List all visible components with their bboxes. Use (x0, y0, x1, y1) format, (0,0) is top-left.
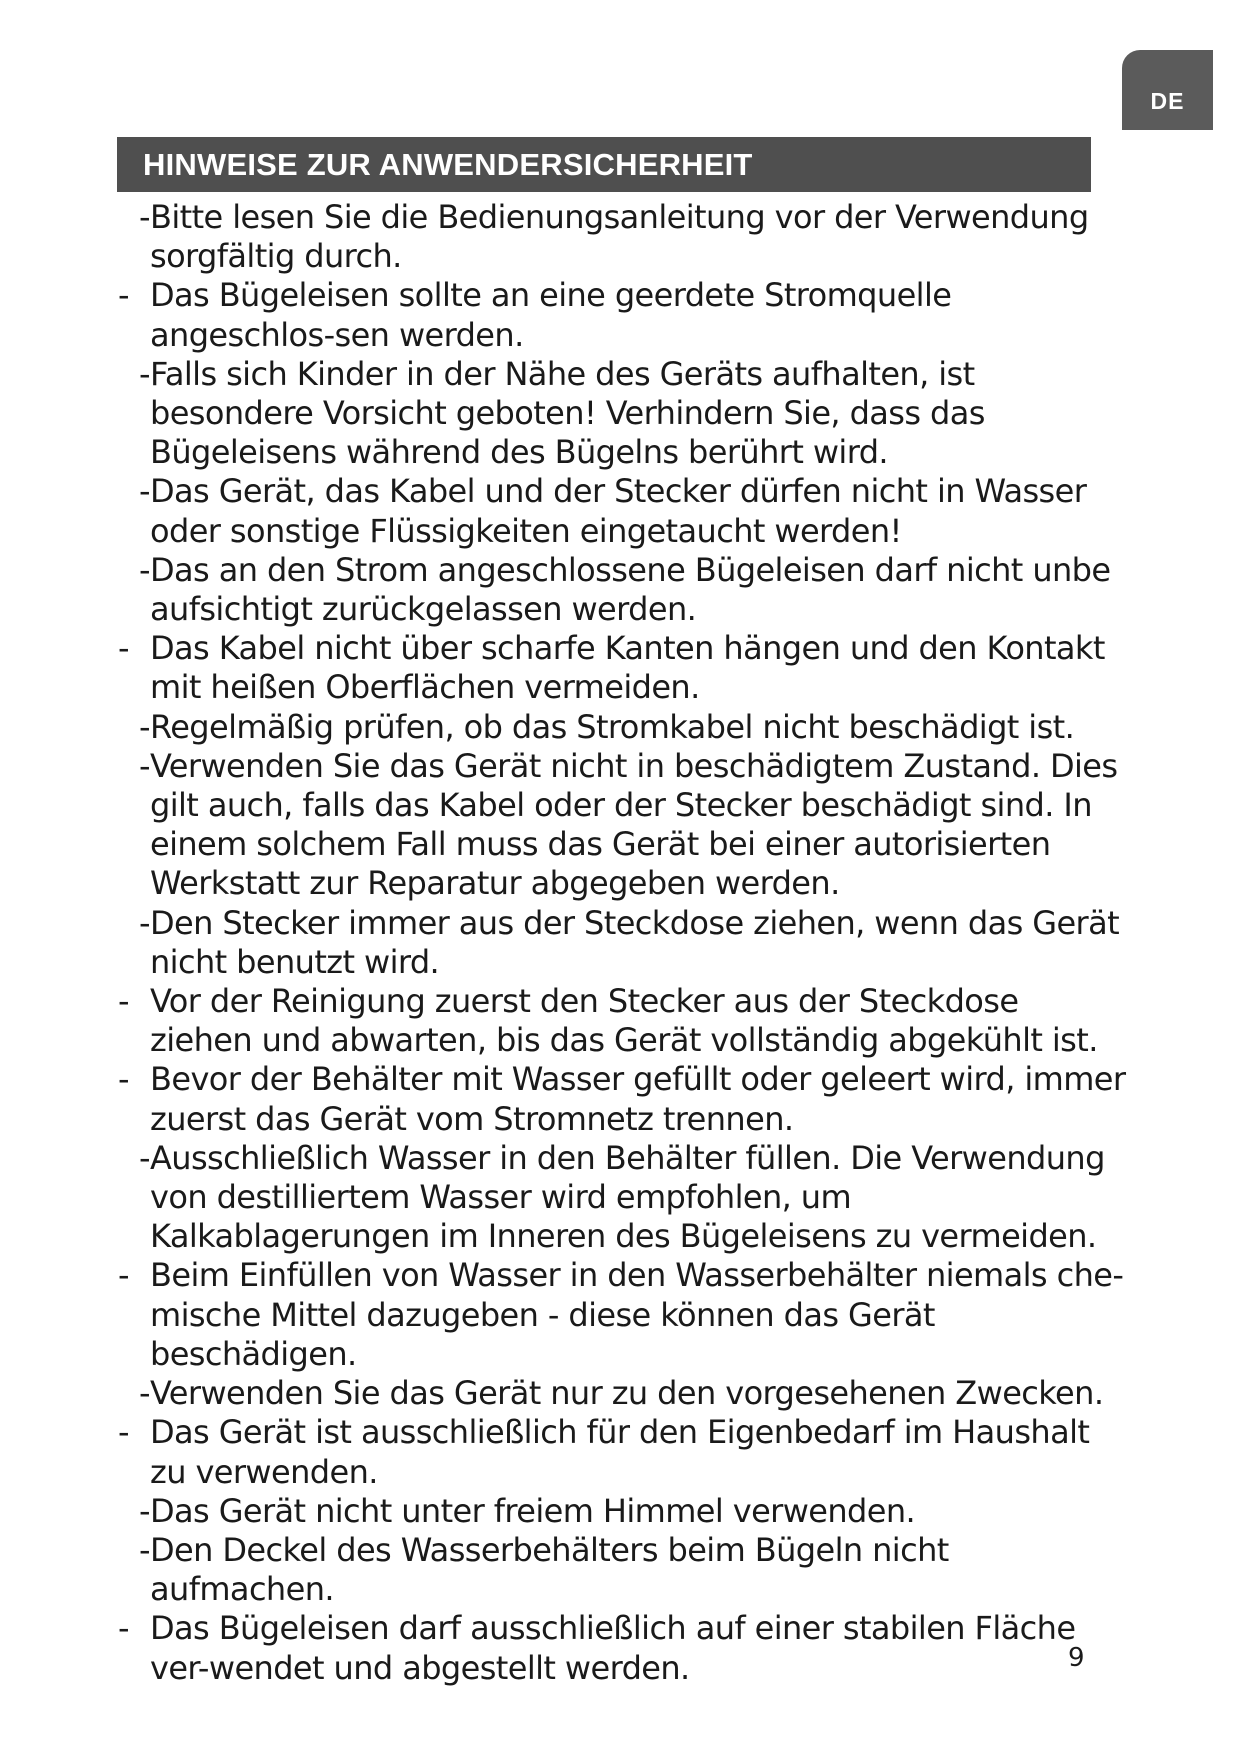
list-item-text: Das Bügeleisen sollte an eine geerdete Stromquelle angeschlos-sen werden. (150, 276, 952, 354)
list-dash: - (139, 903, 150, 942)
list-item (120, 1531, 1130, 1609)
list-item (120, 629, 1130, 707)
list-item-text: Das Bügeleisen darf ausschließlich auf einer stabilen Fläche ver-wendet und abgestellt werden. (150, 1609, 1076, 1687)
safety-instructions-list (120, 198, 1130, 1688)
language-label: DE (1150, 87, 1185, 114)
list-item-text: Das Gerät nicht unter freiem Himmel verwenden. (150, 1491, 916, 1530)
list-item (120, 1256, 1130, 1374)
list-item (120, 1139, 1130, 1257)
list-item-text: Den Stecker immer aus der Steckdose ziehen, wenn das Gerät nicht benutzt wird. (150, 903, 1120, 981)
list-dash: - (139, 354, 150, 393)
list-dash: - (118, 1413, 129, 1452)
list-dash: - (139, 1491, 150, 1530)
list-item-text: Das an den Strom angeschlossene Bügeleisen darf nicht unbe aufsichtigt zurückgelassen werden. (150, 550, 1111, 629)
list-item-text: Vor der Reinigung zuerst den Stecker aus der Steckdose ziehen und abwarten, bis das Gerät vollständig abgekühlt ist. (150, 982, 1098, 1060)
list-item (120, 982, 1130, 1060)
list-item-text: Den Deckel des Wasserbehälters beim Bügeln nicht aufmachen. (150, 1530, 949, 1609)
list-item-text: Ausschließlich Wasser in den Behälter füllen. Die Verwendung von destilliertem Wasser wird empfohlen, um Kalkablagerungen im Inneren des Bügeleisens zu vermeiden. (150, 1138, 1105, 1256)
list-item-text: Das Gerät, das Kabel und der Stecker dürfen nicht in Wasser oder sonstige Flüssigkeiten eingetaucht werden! (150, 472, 1087, 550)
list-item-text: Verwenden Sie das Gerät nur zu den vorgesehenen Zwecken. (150, 1374, 1104, 1413)
list-item-text: Bevor der Behälter mit Wasser gefüllt oder geleert wird, immer zuerst das Gerät vom Stromnetz trennen. (150, 1060, 1126, 1138)
section-title: HINWEISE ZUR ANWENDERSICHERHEIT (143, 146, 753, 182)
page-number: 9 (1068, 1643, 1085, 1673)
list-item (120, 355, 1130, 473)
list-item (120, 472, 1130, 550)
section-header (117, 137, 1091, 192)
list-item (120, 276, 1130, 354)
list-item-text: Falls sich Kinder in der Nähe des Geräts aufhalten, ist besondere Vorsicht geboten! Verhindern Sie, dass das Bügeleisens während des Bügelns berührt wird. (150, 354, 985, 472)
list-item-text: Regelmäßig prüfen, ob das Stromkabel nicht beschädigt ist. (150, 707, 1075, 746)
list-item (120, 1609, 1130, 1687)
list-dash: - (139, 746, 150, 785)
list-dash: - (118, 276, 129, 315)
list-dash: - (139, 550, 150, 589)
list-item (120, 1413, 1130, 1491)
list-dash: - (118, 982, 129, 1021)
list-dash: - (139, 198, 150, 236)
list-item-text: Das Gerät ist ausschließlich für den Eigenbedarf im Haushalt zu verwenden. (150, 1413, 1090, 1491)
list-item (120, 198, 1130, 276)
list-dash: - (139, 1374, 150, 1413)
list-dash: - (139, 472, 150, 511)
list-item (120, 1374, 1130, 1413)
list-item (120, 904, 1130, 982)
list-item-text: Das Kabel nicht über scharfe Kanten hängen und den Kontakt mit heißen Oberflächen vermeiden. (150, 629, 1105, 707)
list-item-text: Bitte lesen Sie die Bedienungsanleitung vor der Verwendung sorgfältig durch. (150, 198, 1089, 276)
list-dash: - (139, 1530, 150, 1569)
list-item (120, 747, 1130, 904)
list-dash: - (118, 1256, 129, 1295)
list-item (120, 708, 1130, 747)
list-item-text: Verwenden Sie das Gerät nicht in beschädigtem Zustand. Dies gilt auch, falls das Kabel oder der Stecker beschädigt sind. In einem solchem Fall muss das Gerät bei einer autorisierten Werkstatt zur Reparatur abgegeben werden. (150, 746, 1118, 903)
list-dash: - (139, 1138, 150, 1177)
list-item-text: Beim Einfüllen von Wasser in den Wasserbehälter niemals che-mische Mittel dazugeben - diese können das Gerät beschädigen. (150, 1256, 1124, 1373)
list-dash: - (118, 629, 129, 668)
list-dash: - (118, 1060, 129, 1099)
list-item (120, 551, 1130, 629)
list-dash: - (139, 707, 150, 746)
language-tab (1122, 50, 1213, 130)
list-item (120, 1060, 1130, 1138)
list-dash: - (118, 1609, 129, 1648)
list-item (120, 1492, 1130, 1531)
